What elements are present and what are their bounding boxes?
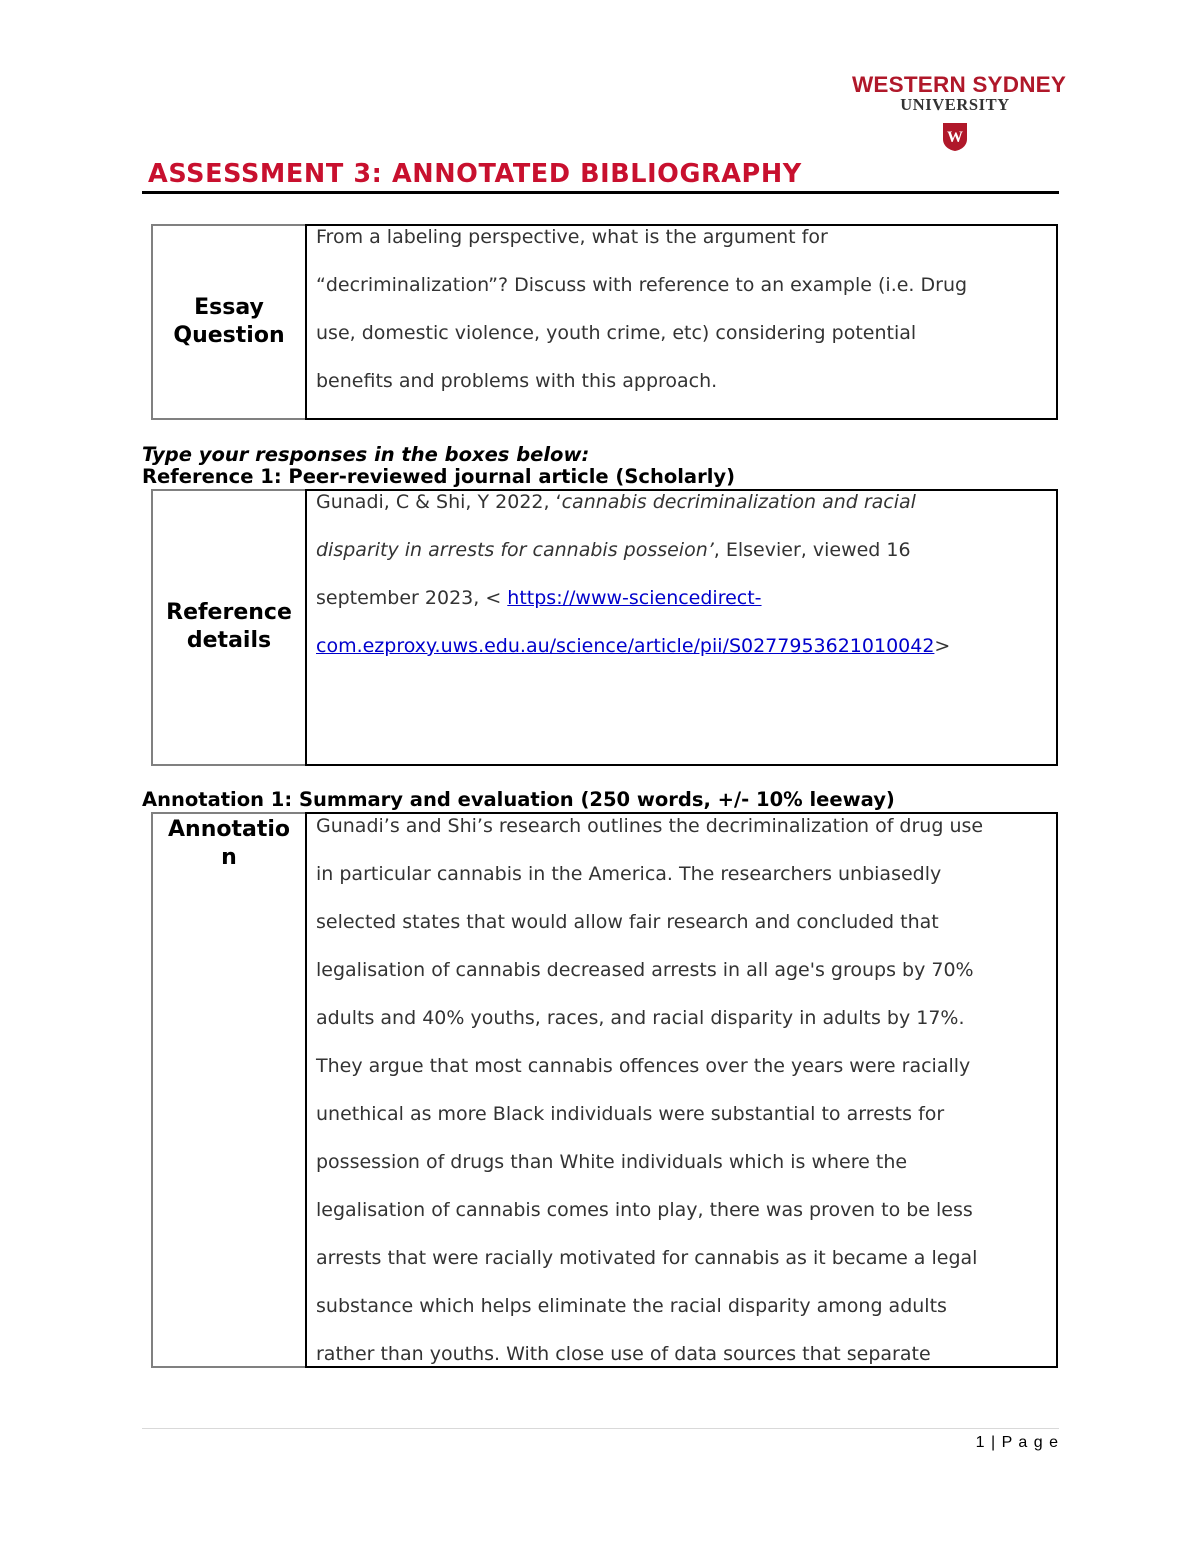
footer-divider xyxy=(142,1428,1059,1429)
reference-line: com.ezproxy.uws.edu.au/science/article/pii/S0277953621010042> xyxy=(316,635,951,657)
page-number: 1 xyxy=(975,1434,986,1451)
reference-url-link[interactable]: https://www-sciencedirect- xyxy=(507,587,762,609)
annotation-line: legalisation of cannabis comes into play, there was proven to be less xyxy=(316,1199,973,1221)
essay-label-line-1: Essay xyxy=(194,295,264,320)
annotation-label-line-1: Annotatio xyxy=(168,817,290,842)
reference-line: disparity in arrests for cannabis posseion’, Elsevier, viewed 16 xyxy=(316,539,911,561)
annotation-line: possession of drugs than White individuals which is where the xyxy=(316,1151,908,1173)
essay-label-line-2: Question xyxy=(173,323,285,348)
essay-line: From a labeling perspective, what is the argument for xyxy=(316,226,828,248)
essay-line: “decriminalization”? Discuss with reference to an example (i.e. Drug xyxy=(316,274,968,296)
university-logo xyxy=(852,72,1067,152)
instructions-text: Type your responses in the boxes below: xyxy=(142,443,590,466)
page-footer xyxy=(976,1434,1059,1452)
footer-separator: | xyxy=(990,1434,997,1451)
annotation-line: in particular cannabis in the America. The researchers unbiasedly xyxy=(316,863,942,885)
annotation-label-cell xyxy=(151,812,307,1368)
title-divider xyxy=(142,191,1059,194)
annotation-1-heading: Annotation 1: Summary and evaluation (250 words, +/- 10% leeway) xyxy=(142,788,895,811)
reference-label-line-2: details xyxy=(186,628,272,653)
reference-label-cell xyxy=(151,489,307,766)
annotation-line: arrests that were racially motivated for cannabis as it became a legal xyxy=(316,1247,978,1269)
annotation-text[interactable] xyxy=(316,802,1051,1378)
annotation-line: unethical as more Black individuals were substantial to arrests for xyxy=(316,1103,945,1125)
annotation-label-line-2: n xyxy=(221,845,237,870)
reference-line: Gunadi, C & Shi, Y 2022, ‘cannabis decriminalization and racial xyxy=(316,491,916,513)
essay-line: use, domestic violence, youth crime, etc) considering potential xyxy=(316,322,917,344)
essay-question-text xyxy=(316,213,1051,405)
annotation-line: legalisation of cannabis decreased arrests in all age's groups by 70% xyxy=(316,959,974,981)
page-title: ASSESSMENT 3: ANNOTATED BIBLIOGRAPHY xyxy=(148,159,802,189)
essay-label-cell xyxy=(151,224,307,420)
annotation-line: rather than youths. With close use of data sources that separate xyxy=(316,1343,931,1365)
reference-line: september 2023, < https://www-sciencedirect- xyxy=(316,587,762,609)
page-label: P a g e xyxy=(1001,1434,1059,1451)
annotation-line: Gunadi’s and Shi’s research outlines the decriminalization of drug use xyxy=(316,815,984,837)
shield-letter: W xyxy=(947,129,963,146)
reference-1-heading: Reference 1: Peer-reviewed journal article (Scholarly) xyxy=(142,465,735,488)
logo-line-2: UNIVERSITY xyxy=(900,95,1010,114)
essay-line: benefits and problems with this approach. xyxy=(316,370,718,392)
reference-label-line-1: Reference xyxy=(166,600,292,625)
annotation-line: adults and 40% youths, races, and racial disparity in adults by 17%. xyxy=(316,1007,965,1029)
annotation-line: selected states that would allow fair research and concluded that xyxy=(316,911,939,933)
logo-line-1: WESTERN SYDNEY xyxy=(852,72,1067,97)
annotation-line: They argue that most cannabis offences over the years were racially xyxy=(316,1055,971,1077)
annotation-line: substance which helps eliminate the racial disparity among adults xyxy=(316,1295,947,1317)
shield-icon xyxy=(942,122,968,152)
reference-url-link-continued[interactable]: com.ezproxy.uws.edu.au/science/article/pii/S0277953621010042 xyxy=(316,635,935,657)
reference-details-text[interactable] xyxy=(316,478,1051,670)
